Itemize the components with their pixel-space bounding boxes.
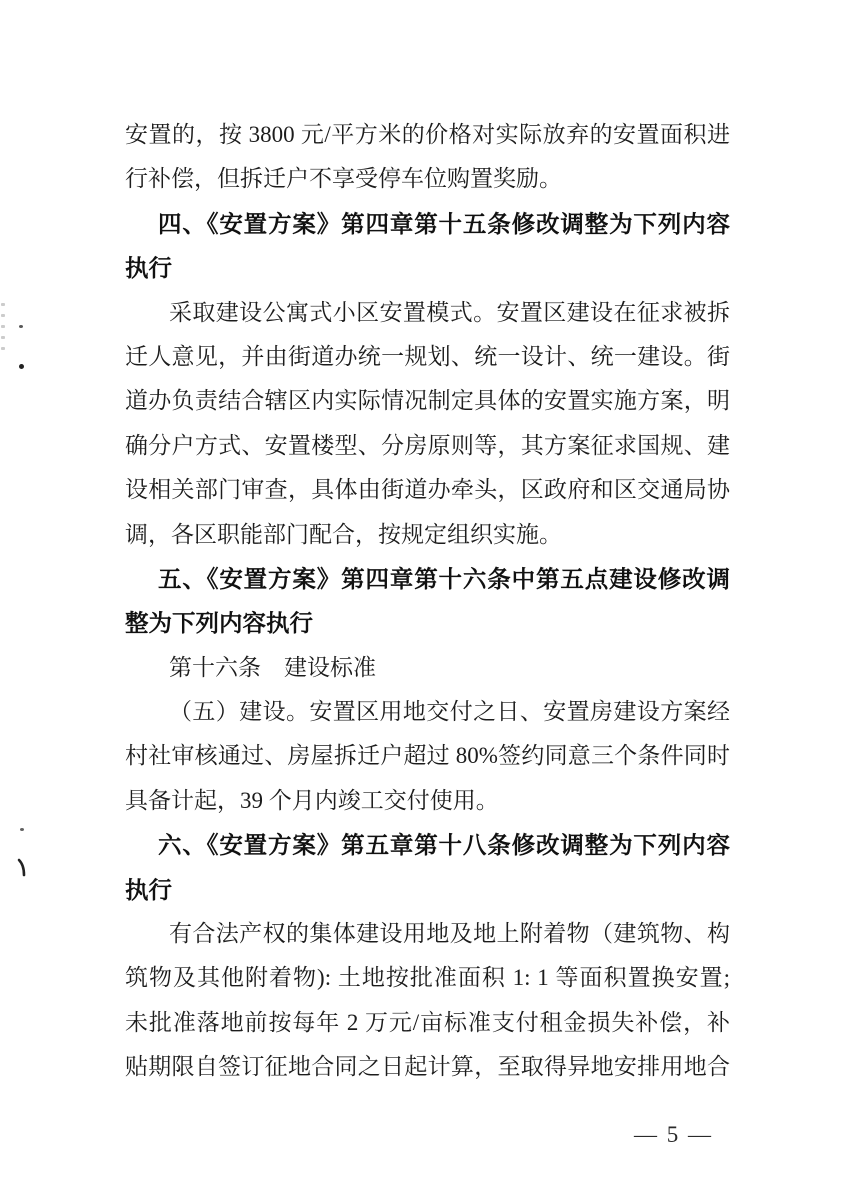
body-line: 村社审核通过、房屋拆迁户超过 80%签约同意三个条件同时 [125,743,730,769]
section-heading-6-line2: 执行 [125,876,172,903]
body-line: （五）建设。安置区用地交付之日、安置房建设方案经 [169,699,730,725]
body-line: 筑物及其他附着物): 土地按批准面积 1: 1 等面积置换安置; [125,965,730,991]
document-body [125,113,730,1090]
body-line: 安置的，按 3800 元/平方米的价格对实际放弃的安置面积进 [125,122,730,147]
section-heading-6-line1: 六、《安置方案》第五章第十八条修改调整为下列内容 [158,832,730,859]
page-number: — 5 — [634,1122,713,1147]
body-line: 迁人意见，并由街道办统一规划、统一设计、统一建设。街 [125,343,730,369]
scan-artifact-edge [1,325,5,328]
scan-artifact-edge [1,347,5,350]
body-line: 调，各区职能部门配合，按规定组织实施。 [125,521,562,547]
body-line: 贴期限自签订征地合同之日起计算，至取得异地安排用地合 [125,1054,730,1080]
section-heading-4-line2: 执行 [125,255,172,282]
section-heading-5-line2: 整为下列内容执行 [125,610,313,637]
scan-artifact-dot [20,828,24,831]
scan-artifact-edge [1,303,5,306]
section-heading-4-line1: 四、《安置方案》第四章第十五条修改调整为下列内容 [158,210,730,237]
body-line: 确分户方式、安置楼型、分房原则等，其方案征求国规、建 [125,432,730,458]
article-16-subheading: 第十六条 建设标准 [169,654,376,680]
scan-artifact-dot [19,325,23,328]
body-line: 采取建设公寓式小区安置模式。安置区建设在征求被拆 [169,299,730,325]
scan-artifact-edge [1,336,5,339]
scan-artifact-dot [19,364,24,369]
scan-artifact-stroke [17,858,27,878]
body-line: 行补偿，但拆迁户不享受停车位购置奖励。 [125,166,562,192]
body-line: 设相关部门审查，具体由街道办牵头，区政府和区交通局协 [125,477,730,503]
scan-artifact-edge [1,314,5,317]
body-line: 道办负责结合辖区内实际情况制定具体的安置实施方案，明 [125,388,730,414]
body-line: 具备计起，39 个月内竣工交付使用。 [125,787,499,813]
body-line: 有合法产权的集体建设用地及地上附着物（建筑物、构 [169,921,730,947]
section-heading-5-line1: 五、《安置方案》第四章第十六条中第五点建设修改调 [158,565,730,592]
body-line: 未批准落地前按每年 2 万元/亩标准支付租金损失补偿，补 [125,1009,730,1035]
